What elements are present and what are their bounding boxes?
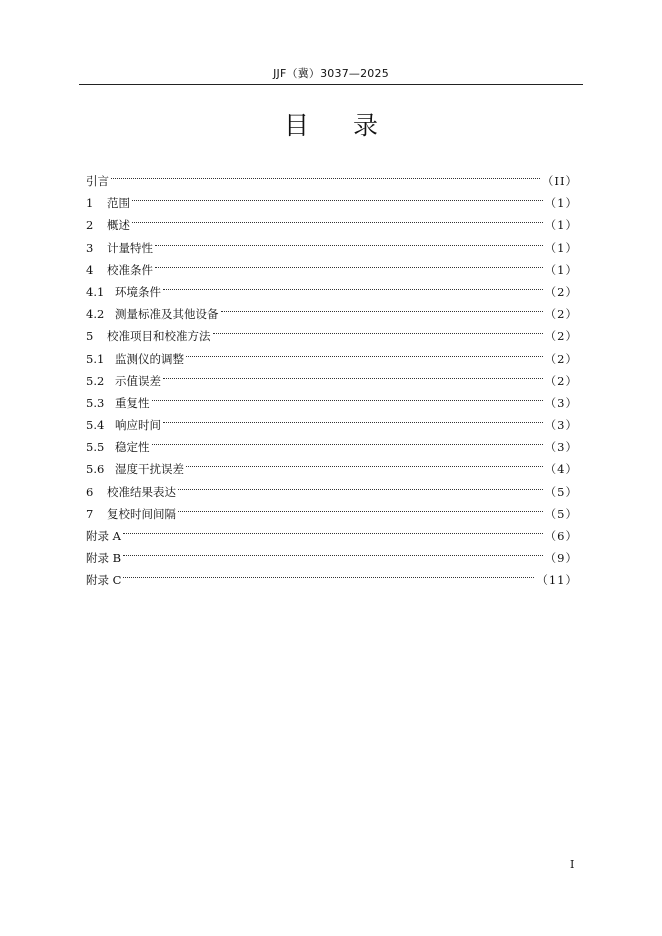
toc-entry-label: 附录 B xyxy=(86,551,122,566)
toc-entry-page: （1） xyxy=(544,196,578,211)
toc-entry-page: （4） xyxy=(544,462,578,477)
toc-entry-page: （9） xyxy=(544,551,578,566)
toc-entry[interactable] xyxy=(86,163,578,188)
toc-entry-number: 5.6 xyxy=(86,462,105,477)
toc-entry[interactable] xyxy=(86,207,578,233)
toc-entry-label: 稳定性 xyxy=(115,440,150,455)
dot-leader xyxy=(123,518,543,540)
header-divider xyxy=(79,84,583,85)
toc-entry-label: 测量标准及其他设备 xyxy=(115,307,219,322)
toc-entry-page: （1） xyxy=(544,240,578,255)
toc-entry[interactable] xyxy=(86,230,578,255)
standard-code-header: JJF（冀）3037—2025 xyxy=(273,67,389,80)
dot-leader xyxy=(221,296,543,318)
toc-entry-label: 示值误差 xyxy=(115,373,161,388)
toc-entry-page: （6） xyxy=(544,529,578,543)
toc-entry-number: 6 xyxy=(86,484,94,499)
toc-entry-label: 附录 A xyxy=(86,529,121,543)
toc-entry-page: （2） xyxy=(544,373,578,388)
dot-leader xyxy=(186,451,543,473)
toc-entry-number: 2 xyxy=(86,218,94,233)
toc-entry[interactable] xyxy=(86,562,578,588)
table-of-contents xyxy=(86,163,578,588)
toc-entry-number: 1 xyxy=(86,196,94,211)
dot-leader xyxy=(163,274,543,296)
toc-entry-label: 范围 xyxy=(107,196,130,211)
toc-entry[interactable] xyxy=(86,185,578,211)
toc-entry-number: 3 xyxy=(86,240,94,255)
dot-leader xyxy=(186,341,543,363)
toc-entry-label: 监测仪的调整 xyxy=(115,351,184,366)
toc-entry[interactable] xyxy=(86,540,578,566)
dot-leader xyxy=(213,318,543,340)
toc-entry-page: （2） xyxy=(544,307,578,322)
toc-entry-label: 校准项目和校准方法 xyxy=(107,329,211,344)
toc-entry[interactable] xyxy=(86,518,578,543)
toc-entry-label: 复校时间间隔 xyxy=(107,506,176,521)
toc-entry-page: （5） xyxy=(544,506,578,521)
toc-entry-label: 响应时间 xyxy=(115,418,161,433)
toc-entry-label: 重复性 xyxy=(115,395,150,410)
dot-leader xyxy=(123,562,534,584)
dot-leader xyxy=(178,474,543,496)
page-number: I xyxy=(570,858,575,871)
dot-leader xyxy=(132,207,543,229)
toc-entry-number: 5.5 xyxy=(86,440,105,455)
dot-leader xyxy=(155,230,543,252)
toc-entry-number: 5.3 xyxy=(86,395,105,410)
toc-entry-number: 4 xyxy=(86,262,94,277)
toc-entry-label: 环境条件 xyxy=(115,284,161,299)
dot-leader xyxy=(123,540,543,562)
dot-leader xyxy=(155,252,543,274)
toc-entry-page: （11） xyxy=(536,573,578,588)
toc-entry-number: 5.1 xyxy=(86,351,105,366)
toc-entry-number: 7 xyxy=(86,506,94,521)
toc-entry-label: 引言 xyxy=(86,174,109,188)
toc-entry[interactable] xyxy=(86,385,578,410)
dot-leader xyxy=(111,163,540,185)
toc-entry-page: （1） xyxy=(544,262,578,277)
toc-entry-label: 校准结果表达 xyxy=(107,484,176,499)
dot-leader xyxy=(163,363,543,385)
toc-entry[interactable] xyxy=(86,252,578,277)
toc-entry-page: （2） xyxy=(544,351,578,366)
toc-entry[interactable] xyxy=(86,407,578,433)
toc-entry[interactable] xyxy=(86,451,578,477)
toc-entry-page: （2） xyxy=(544,329,578,344)
toc-entry-page: （3） xyxy=(544,440,578,455)
toc-entry-label: 概述 xyxy=(107,218,130,233)
toc-entry[interactable] xyxy=(86,429,578,455)
toc-entry-page: （1） xyxy=(544,218,578,233)
dot-leader xyxy=(152,429,543,451)
toc-entry-page: （II） xyxy=(541,174,578,188)
toc-entry-number: 4.1 xyxy=(86,284,105,299)
toc-entry-page: （2） xyxy=(544,284,578,299)
toc-entry-page: （3） xyxy=(544,395,578,410)
toc-entry-label: 校准条件 xyxy=(107,262,153,277)
toc-entry-number: 5.4 xyxy=(86,418,105,433)
toc-entry-page: （3） xyxy=(544,418,578,433)
toc-entry-label: 湿度干扰误差 xyxy=(115,462,184,477)
toc-entry-page: （5） xyxy=(544,484,578,499)
toc-entry-label: 附录 C xyxy=(86,573,122,588)
toc-entry-label: 计量特性 xyxy=(107,240,153,255)
toc-entry-number: 4.2 xyxy=(86,307,105,322)
toc-entry-number: 5 xyxy=(86,329,94,344)
dot-leader xyxy=(163,407,543,429)
dot-leader xyxy=(132,185,543,207)
toc-entry[interactable] xyxy=(86,274,578,299)
dot-leader xyxy=(178,496,543,518)
toc-title: 目录 xyxy=(283,111,422,140)
dot-leader xyxy=(152,385,543,407)
toc-entry-number: 5.2 xyxy=(86,373,105,388)
